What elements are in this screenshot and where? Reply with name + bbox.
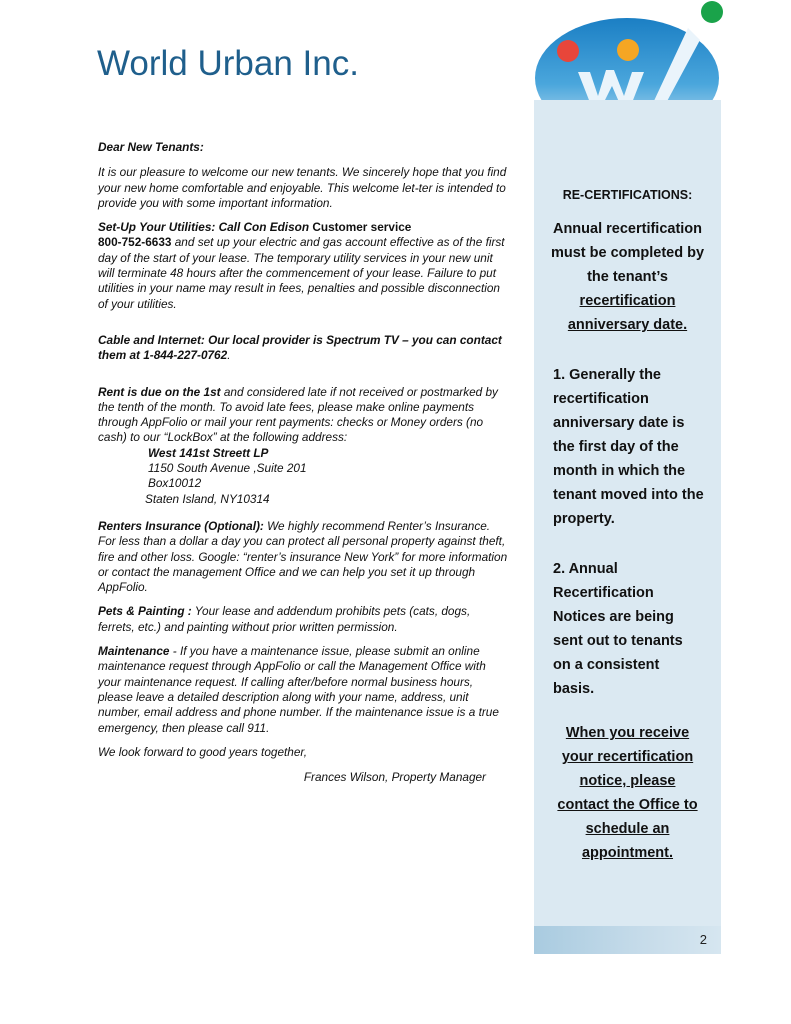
recertification-content [534, 188, 721, 865]
utilities-heading: Set-Up Your Utilities: Call Con Edison [98, 220, 310, 235]
recertification-intro: Annual recertification must be completed by the tenant’s recertification anniversary date. [550, 221, 705, 333]
logo-red-dot [557, 40, 579, 62]
insurance-paragraph: Renters Insurance (Optional): We highly recommend Renter’s Insurance. For less than a dollar a day you can protect all personal property against theft, fire and other loss. Google: “renter’s insurance New York” for more information or contact the management Office and we can help you set it up through AppFolio. [98, 518, 508, 595]
recertification-call-to-action: When you receive your recertification notice, please contact the Office to schedule an appointment. [557, 725, 698, 861]
rent-heading: Rent is due on the 1st [98, 384, 221, 399]
recertification-point-2: 2. Annual Recertification Notices are being sent out to tenants on a consistent basis. [553, 561, 683, 697]
welcome-letter [98, 140, 508, 785]
maintenance-heading: Maintenance [98, 644, 170, 659]
address-line-2: 1150 South Avenue ,Suite 201 [148, 461, 307, 476]
recertification-point-1: 1. Generally the recertification anniversary date is the first day of the month in which the tenant moved into the property. [553, 367, 704, 527]
logo-orange-dot [617, 39, 639, 61]
address-line-1: West 141st Streett LP [148, 445, 269, 460]
anniversary-date-underlined: recertification anniversary date. [567, 293, 688, 333]
page-footer-bar [534, 926, 721, 954]
letter-greeting: Dear New Tenants: [98, 140, 204, 154]
utilities-paragraph: Set-Up Your Utilities: Call Con Edison Customer service 800-752-6633 and set up your electric and gas account effective as of the first day of the start of your lease. The temporary utility services in your new unit will terminate 48 hours after the commencement of your lease. Failure to put utilities in your name may result in fees, penalties and possible disconnection of your utilities. [98, 220, 505, 311]
recertification-title: RE-CERTIFICATIONS: [562, 188, 693, 202]
maintenance-paragraph: Maintenance - If you have a maintenance issue, please submit an online maintenance request through AppFolio or call the Management Office with your maintenance request. If calling after/before normal business hours, please leave a detailed description along with your name, address, unit number, email address and phone number. If the maintenance issue is a true emergency, then please call 911. [98, 644, 499, 735]
letter-signature: Frances Wilson, Property Manager [303, 770, 486, 785]
utilities-phone: 800-752-6633 [98, 235, 172, 250]
page-number: 2 [699, 932, 707, 947]
rent-paragraph: Rent is due on the 1st and considered late if not received or postmarked by the tenth of the month. To avoid late fees, please make online payments through AppFolio or mail your rent payments: checks or Money orders (no cash) to our “LockBox” at the following address: [98, 384, 498, 445]
letter-intro: It is our pleasure to welcome our new tenants. We sincerely hope that you find your new home comfortable and enjoyable. This welcome let-ter is intended to provide you with some important information. [98, 165, 507, 210]
company-title: World Urban Inc. [97, 44, 359, 83]
address-line-3: Box10012 [148, 476, 202, 491]
address-line-4: Staten Island, NY10314 [145, 491, 270, 506]
letter-closing: We look forward to good years together, [98, 744, 307, 759]
logo-green-dot [701, 1, 723, 23]
pets-heading: Pets & Painting : [98, 604, 192, 619]
insurance-heading: Renters Insurance (Optional): [98, 518, 264, 533]
cable-paragraph: Cable and Internet: Our local provider is Spectrum TV – you can contact them at 1-844-227-0762. [98, 332, 502, 363]
pets-paragraph: Pets & Painting : Your lease and addendum prohibits pets (cats, dogs, ferrets, etc.) and painting without prior written permission. [98, 604, 471, 634]
